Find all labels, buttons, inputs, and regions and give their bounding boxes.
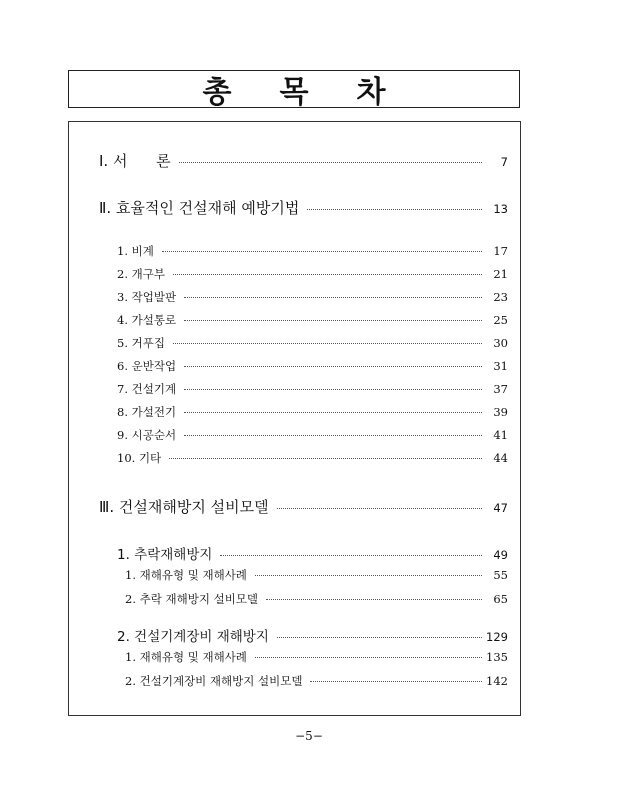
page-number: 49 (493, 548, 508, 562)
toc-item[interactable] (69, 404, 520, 420)
subsection-label: 1. 추락재해방지 (117, 547, 213, 563)
leader-dots (184, 388, 482, 390)
toc-item[interactable] (69, 450, 520, 466)
item-label: 4. 가설통로 (117, 313, 177, 327)
toc-section-3[interactable] (69, 496, 520, 517)
item-label: 6. 운반작업 (117, 359, 177, 373)
toc-item[interactable] (69, 358, 520, 374)
page-number: 30 (493, 336, 508, 350)
toc-subitem[interactable] (69, 649, 520, 665)
toc-subsection[interactable] (69, 543, 520, 563)
subitem-label: 1. 재해유형 및 재해사례 (125, 568, 247, 582)
section-number: Ⅰ. (99, 152, 109, 170)
toc-subsection[interactable] (69, 625, 520, 645)
subitem-label: 1. 재해유형 및 재해사례 (125, 650, 247, 664)
toc-section-2[interactable] (69, 197, 520, 218)
page-number: 47 (493, 501, 508, 515)
leader-dots (184, 296, 482, 298)
page-number: 17 (493, 244, 508, 258)
leader-dots (184, 434, 482, 436)
item-label: 7. 건설기계 (117, 382, 177, 396)
toc-item[interactable] (69, 289, 520, 305)
section-label: 서 론 (112, 152, 171, 170)
toc-item[interactable] (69, 427, 520, 443)
toc-section-1[interactable] (69, 150, 520, 171)
toc-title-char-1: 총 (202, 75, 232, 110)
subitem-label: 2. 건설기계장비 재해방지 설비모델 (125, 674, 303, 688)
page-number: 39 (493, 405, 508, 419)
page-number: 44 (493, 451, 508, 465)
item-label: 8. 가설전기 (117, 405, 177, 419)
page-number: 13 (493, 202, 508, 216)
toc-title-char-2: 목 (279, 75, 309, 110)
toc-subitem[interactable] (69, 567, 520, 583)
page-number: 23 (493, 290, 508, 304)
page-number: 25 (493, 313, 508, 327)
subitem-label: 2. 추락 재해방지 설비모델 (125, 592, 259, 606)
leader-dots (179, 161, 482, 163)
item-label: 9. 시공순서 (117, 428, 177, 442)
leader-dots (169, 457, 482, 459)
toc-item[interactable] (69, 266, 520, 282)
toc-content-box (68, 121, 521, 716)
leader-dots (173, 342, 482, 344)
toc-subitem[interactable] (69, 591, 520, 607)
page-number: 37 (493, 382, 508, 396)
toc-item[interactable] (69, 312, 520, 328)
page-number: 142 (486, 674, 508, 688)
toc-title-char-3: 차 (356, 75, 386, 110)
subsection-label: 2. 건설기계장비 재해방지 (117, 629, 269, 645)
page-number: 21 (493, 267, 508, 281)
item-label: 1. 비계 (117, 244, 154, 258)
page-number: 7 (500, 155, 508, 169)
leader-dots (277, 507, 482, 509)
toc-item[interactable] (69, 381, 520, 397)
page-number: 135 (486, 650, 508, 664)
item-label: 3. 작업발판 (117, 290, 177, 304)
leader-dots (310, 680, 482, 682)
leader-dots (162, 250, 482, 252)
leader-dots (173, 273, 482, 275)
leader-dots (184, 365, 482, 367)
leader-dots (184, 319, 482, 321)
leader-dots (266, 598, 482, 600)
page-number: 41 (493, 428, 508, 442)
toc-item[interactable] (69, 335, 520, 351)
leader-dots (220, 554, 482, 556)
leader-dots (184, 411, 482, 413)
page-number: 65 (493, 592, 508, 606)
leader-dots (255, 656, 482, 658)
leader-dots (255, 574, 482, 576)
section-label: 건설재해방지 설비모델 (118, 498, 269, 516)
toc-item[interactable] (69, 243, 520, 259)
item-label: 10. 기타 (117, 451, 162, 465)
page-footer-number: −5− (295, 729, 323, 743)
section-number: Ⅲ. (99, 498, 115, 516)
item-label: 5. 거푸집 (117, 336, 165, 350)
leader-dots (277, 636, 482, 638)
item-label: 2. 개구부 (117, 267, 165, 281)
page-number: 55 (493, 568, 508, 582)
leader-dots (307, 208, 482, 210)
toc-subitem[interactable] (69, 673, 520, 689)
section-number: Ⅱ. (99, 199, 112, 217)
page-number: 31 (493, 359, 508, 373)
section-label: 효율적인 건설재해 예방기법 (115, 199, 300, 217)
page-number: 129 (486, 630, 508, 644)
toc-title-box (68, 70, 520, 108)
